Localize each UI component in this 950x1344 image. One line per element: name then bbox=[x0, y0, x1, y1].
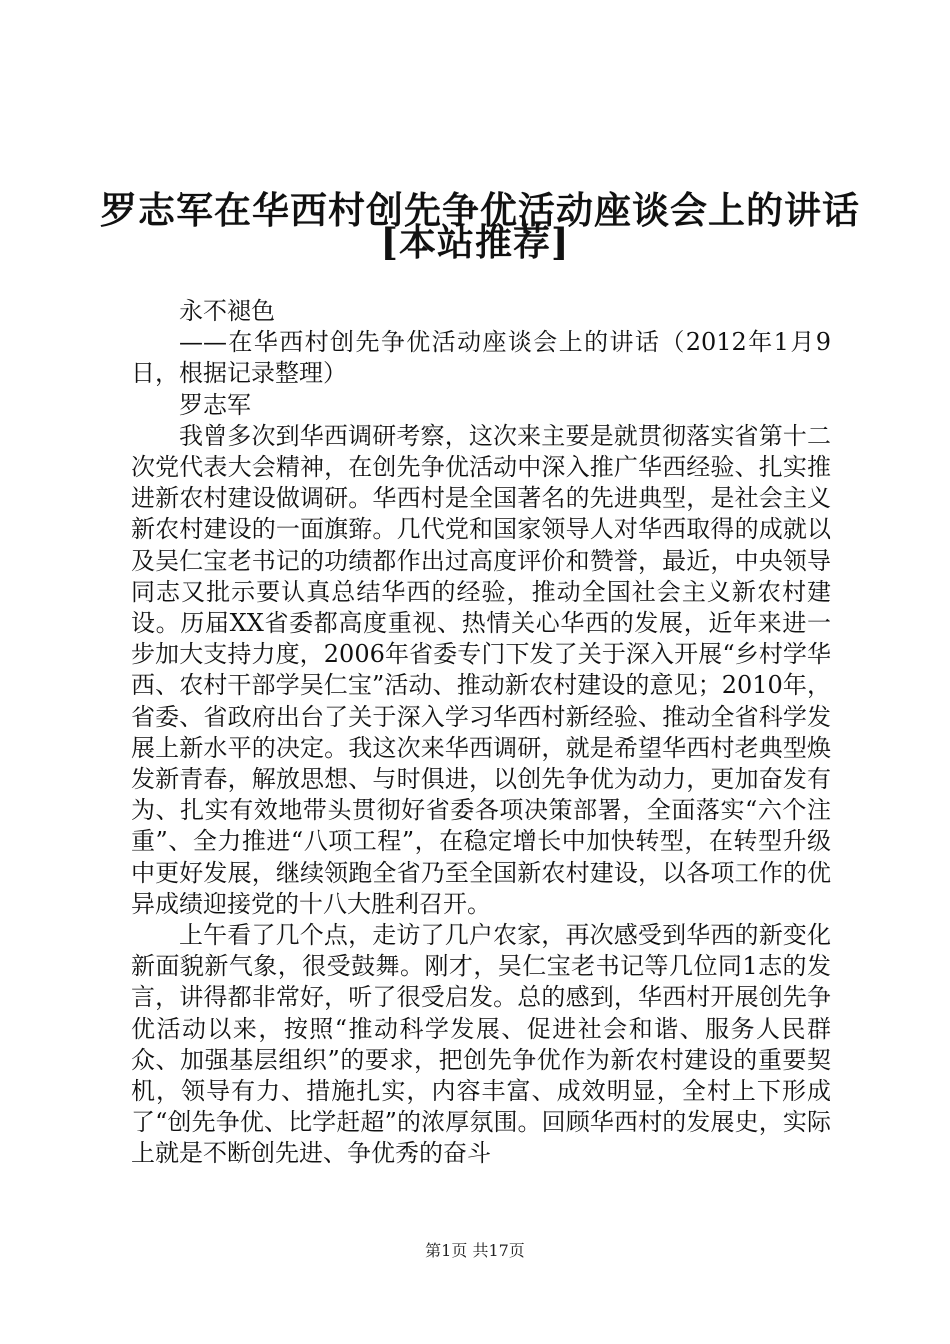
author-paragraph: 罗志军 bbox=[179, 390, 251, 419]
subtitle-paragraph: 永不褪色 bbox=[179, 297, 275, 325]
page-number: 第1页 共17页 bbox=[425, 1241, 525, 1260]
body-paragraph: 我曾多次到华西调研考察，这次来主要是就贯彻落实省第十二次党代表大会精神，在创先争优活动中深入推广华西经验、扎实推进新农村建设做调研。华西村是全国著名的先进典型，是社会主义新农村建设的一面旗臶。几代党和国家领导人对华西取得的成就以及吴仁宝老书记的功绩都作出过高度评价和赞誉，最近，中央领导同志又批示要认真总结华西的经验，推动全国社会主义新农村建设。历届XX省委都高度重视、热情关心华西的发展，近年来进一步加大支持力度，2006年省委专门下发了关于深入开展“乡村学华西、农村干部学吴仁宝”活动、推动新农村建设的意见；2010年，省委、省政府出台了关于深入学习华西村新经验、推动全省科学发展上新水平的决定。我这次来华西调研，就是希望华西村老典型焕发新青春，解放思想、与时俱进，以创先争优为动力，更加奋发有为、扎实有效地带头贯彻好省委各项决策部署，全面落实“六个注重”、全力推进“八项工程”，在稳定增长中加快转型，在转型升级中更好发展，继续领跑全省乃至全国新农村建设，以各项工作的优异成绩迎接党的十八大胜利召开。 bbox=[131, 421, 831, 918]
document-title-line2: [本站推荐] bbox=[380, 220, 570, 264]
document-title-line1: 罗志军在华西村创先争优活动座谈会上的讲话 bbox=[100, 188, 860, 232]
speech-occasion-paragraph: ——在华西村创先争优活动座谈会上的讲话（2012年1月9日，根据记录整理） bbox=[131, 328, 831, 388]
body-paragraph: 上午看了几个点，走访了几户农家，再次感受到华西的新变化新面貌新气象，很受鼓舞。刚才，吴仁宝老书记等几位同1志的发言，讲得都非常好，听了很受启发。总的感到，华西村开展创先争优活动以来，按照“推动科学发展、促进社会和谐、服务人民群众、加强基层组织”的要求，把创先争优作为新农村建设的重要契机，领导有力、措施扎实，内容丰富、成效明显，全村上下形成了“创先争优、比学赶超”的浓厚氛围。回顾华西村的发展史，实际上就是不断创先进、争优秀的奋斗 bbox=[131, 921, 831, 1168]
document-body bbox=[131, 296, 831, 1170]
